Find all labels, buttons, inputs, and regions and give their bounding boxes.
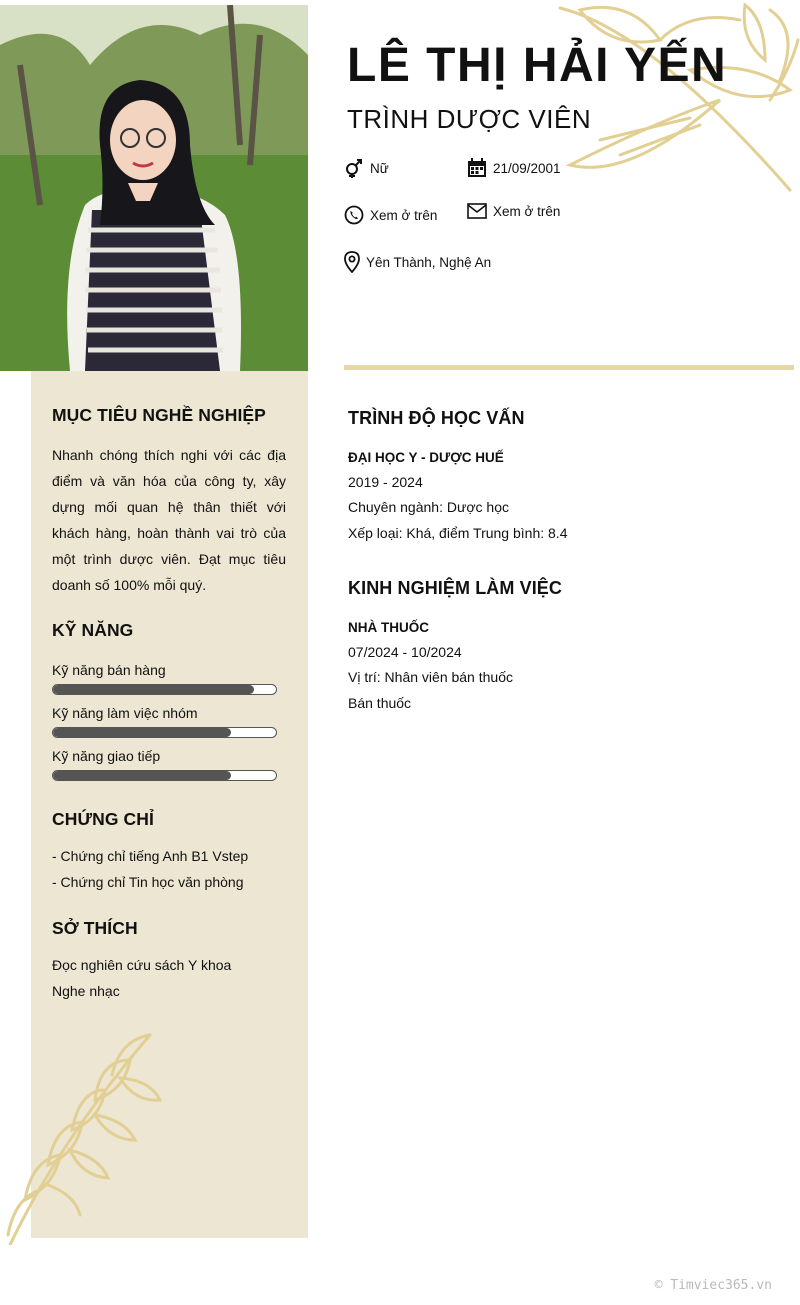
address-value: Yên Thành, Nghệ An	[366, 254, 492, 270]
gender-info	[344, 158, 389, 178]
header-divider	[344, 365, 794, 370]
certificate-item: - Chứng chỉ Tin học văn phòng	[52, 874, 244, 890]
hobby-item: Nghe nhạc	[52, 983, 120, 999]
certificate-item: - Chứng chỉ tiếng Anh B1 Vstep	[52, 848, 249, 864]
education-title: TRÌNH ĐỘ HỌC VẤN	[348, 408, 525, 428]
education-major: Chuyên ngành: Dược học	[348, 499, 509, 515]
leaf-decoration-bottom	[0, 1020, 170, 1245]
skills-title: KỸ NĂNG	[52, 620, 134, 640]
experience-company: NHÀ THUỐC	[348, 620, 429, 635]
skill-bar	[52, 770, 277, 781]
skill-bar	[52, 684, 277, 695]
skill-bar	[52, 727, 277, 738]
skill-bar-fill	[53, 771, 231, 780]
phone-value: Xem ở trên	[370, 207, 438, 223]
education-school: ĐẠI HỌC Y - DƯỢC HUẾ	[348, 450, 504, 465]
experience-position: Vị trí: Nhân viên bán thuốc	[348, 669, 513, 685]
watermark: © Timviec365.vn	[654, 1278, 772, 1293]
certificates-title: CHỨNG CHỈ	[52, 809, 154, 829]
skill-label: Kỹ năng bán hàng	[52, 662, 166, 678]
birthday-value: 21/09/2001	[493, 160, 561, 176]
experience-period: 07/2024 - 10/2024	[348, 644, 462, 660]
phone-icon	[344, 205, 364, 225]
hobbies-title: SỞ THÍCH	[52, 918, 138, 938]
mail-icon	[467, 203, 487, 219]
skill-bar-fill	[53, 728, 231, 737]
skill-bar-fill	[53, 685, 254, 694]
hobby-item: Đọc nghiên cứu sách Y khoa	[52, 957, 232, 973]
phone-info	[344, 205, 437, 225]
location-icon	[344, 251, 360, 273]
experience-description: Bán thuốc	[348, 695, 412, 711]
calendar-icon	[467, 158, 487, 178]
gender-value: Nữ	[370, 160, 389, 176]
skill-label: Kỹ năng làm việc nhóm	[52, 705, 198, 721]
objective-text: Nhanh chóng thích nghi với các địa điểm và văn hóa của công ty, xây dựng mối quan hệ thân thiết với khách hàng, hoàn thành vai trò của một trình dược viên. Đạt mục tiêu doanh số 100% mỗi quý.	[52, 447, 286, 593]
candidate-name: LÊ THỊ HẢI YẾN	[347, 39, 728, 92]
skill-label: Kỹ năng giao tiếp	[52, 748, 161, 764]
email-info	[467, 203, 560, 219]
gender-icon	[344, 158, 364, 178]
leaf-decoration-top	[540, 0, 800, 200]
birthday-info	[467, 158, 561, 178]
objective-title: MỤC TIÊU NGHỀ NGHIỆP	[52, 405, 266, 425]
email-value: Xem ở trên	[493, 203, 561, 219]
address-info	[344, 251, 491, 273]
profile-photo	[0, 5, 308, 371]
education-grade: Xếp loại: Khá, điểm Trung bình: 8.4	[348, 525, 568, 541]
experience-title: KINH NGHIỆM LÀM VIỆC	[348, 578, 563, 598]
job-title: TRÌNH DƯỢC VIÊN	[347, 104, 592, 134]
education-period: 2019 - 2024	[348, 474, 423, 490]
